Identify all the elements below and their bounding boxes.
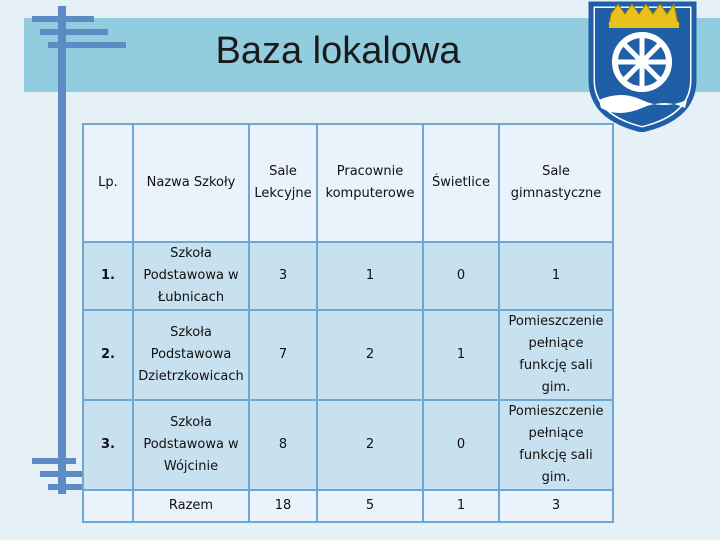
- header-school-name: Nazwa Szkoły: [133, 124, 249, 242]
- total-common-rooms: 1: [423, 490, 499, 522]
- common-rooms-cell: 0: [423, 400, 499, 490]
- header-gyms: Sale gimnastyczne: [499, 124, 613, 242]
- slide-title: Baza lokalowa: [215, 30, 461, 72]
- table-header-row: [83, 124, 613, 242]
- stripe-top-1: [32, 16, 94, 22]
- stripe-bottom-1: [32, 458, 76, 464]
- gyms-cell: Pomieszczenie pełniące funkcję sali gim.: [499, 310, 613, 400]
- row-number: 3.: [83, 400, 133, 490]
- school-name-cell: Szkoła Podstawowa w Wójcinie: [133, 400, 249, 490]
- total-label: Razem: [133, 490, 249, 522]
- classrooms-cell: 8: [249, 400, 317, 490]
- classrooms-cell: 3: [249, 242, 317, 310]
- classrooms-cell: 7: [249, 310, 317, 400]
- total-gyms: 3: [499, 490, 613, 522]
- gyms-cell: 1: [499, 242, 613, 310]
- coat-of-arms-icon: [585, 0, 700, 132]
- table-row: [83, 400, 613, 490]
- common-rooms-cell: 0: [423, 242, 499, 310]
- stripe-top-3: [48, 42, 126, 48]
- school-name-cell: Szkoła Podstawowa Dzietrzkowicach: [133, 310, 249, 400]
- row-number: 2.: [83, 310, 133, 400]
- vertical-stripe: [58, 6, 66, 494]
- school-premises-table: [82, 123, 614, 523]
- header-computer-labs: Pracownie komputerowe: [317, 124, 423, 242]
- total-empty-cell: [83, 490, 133, 522]
- header-lp: Lp.: [83, 124, 133, 242]
- computer-labs-cell: 1: [317, 242, 423, 310]
- stripe-top-2: [40, 29, 108, 35]
- table-total-row: [83, 490, 613, 522]
- row-number: 1.: [83, 242, 133, 310]
- computer-labs-cell: 2: [317, 310, 423, 400]
- common-rooms-cell: 1: [423, 310, 499, 400]
- school-name-cell: Szkoła Podstawowa w Łubnicach: [133, 242, 249, 310]
- header-common-rooms: Świetlice: [423, 124, 499, 242]
- total-computer-labs: 5: [317, 490, 423, 522]
- table-row: [83, 310, 613, 400]
- gyms-cell: Pomieszczenie pełniące funkcję sali gim.: [499, 400, 613, 490]
- table-row: [83, 242, 613, 310]
- header-classrooms: Sale Lekcyjne: [249, 124, 317, 242]
- total-classrooms: 18: [249, 490, 317, 522]
- computer-labs-cell: 2: [317, 400, 423, 490]
